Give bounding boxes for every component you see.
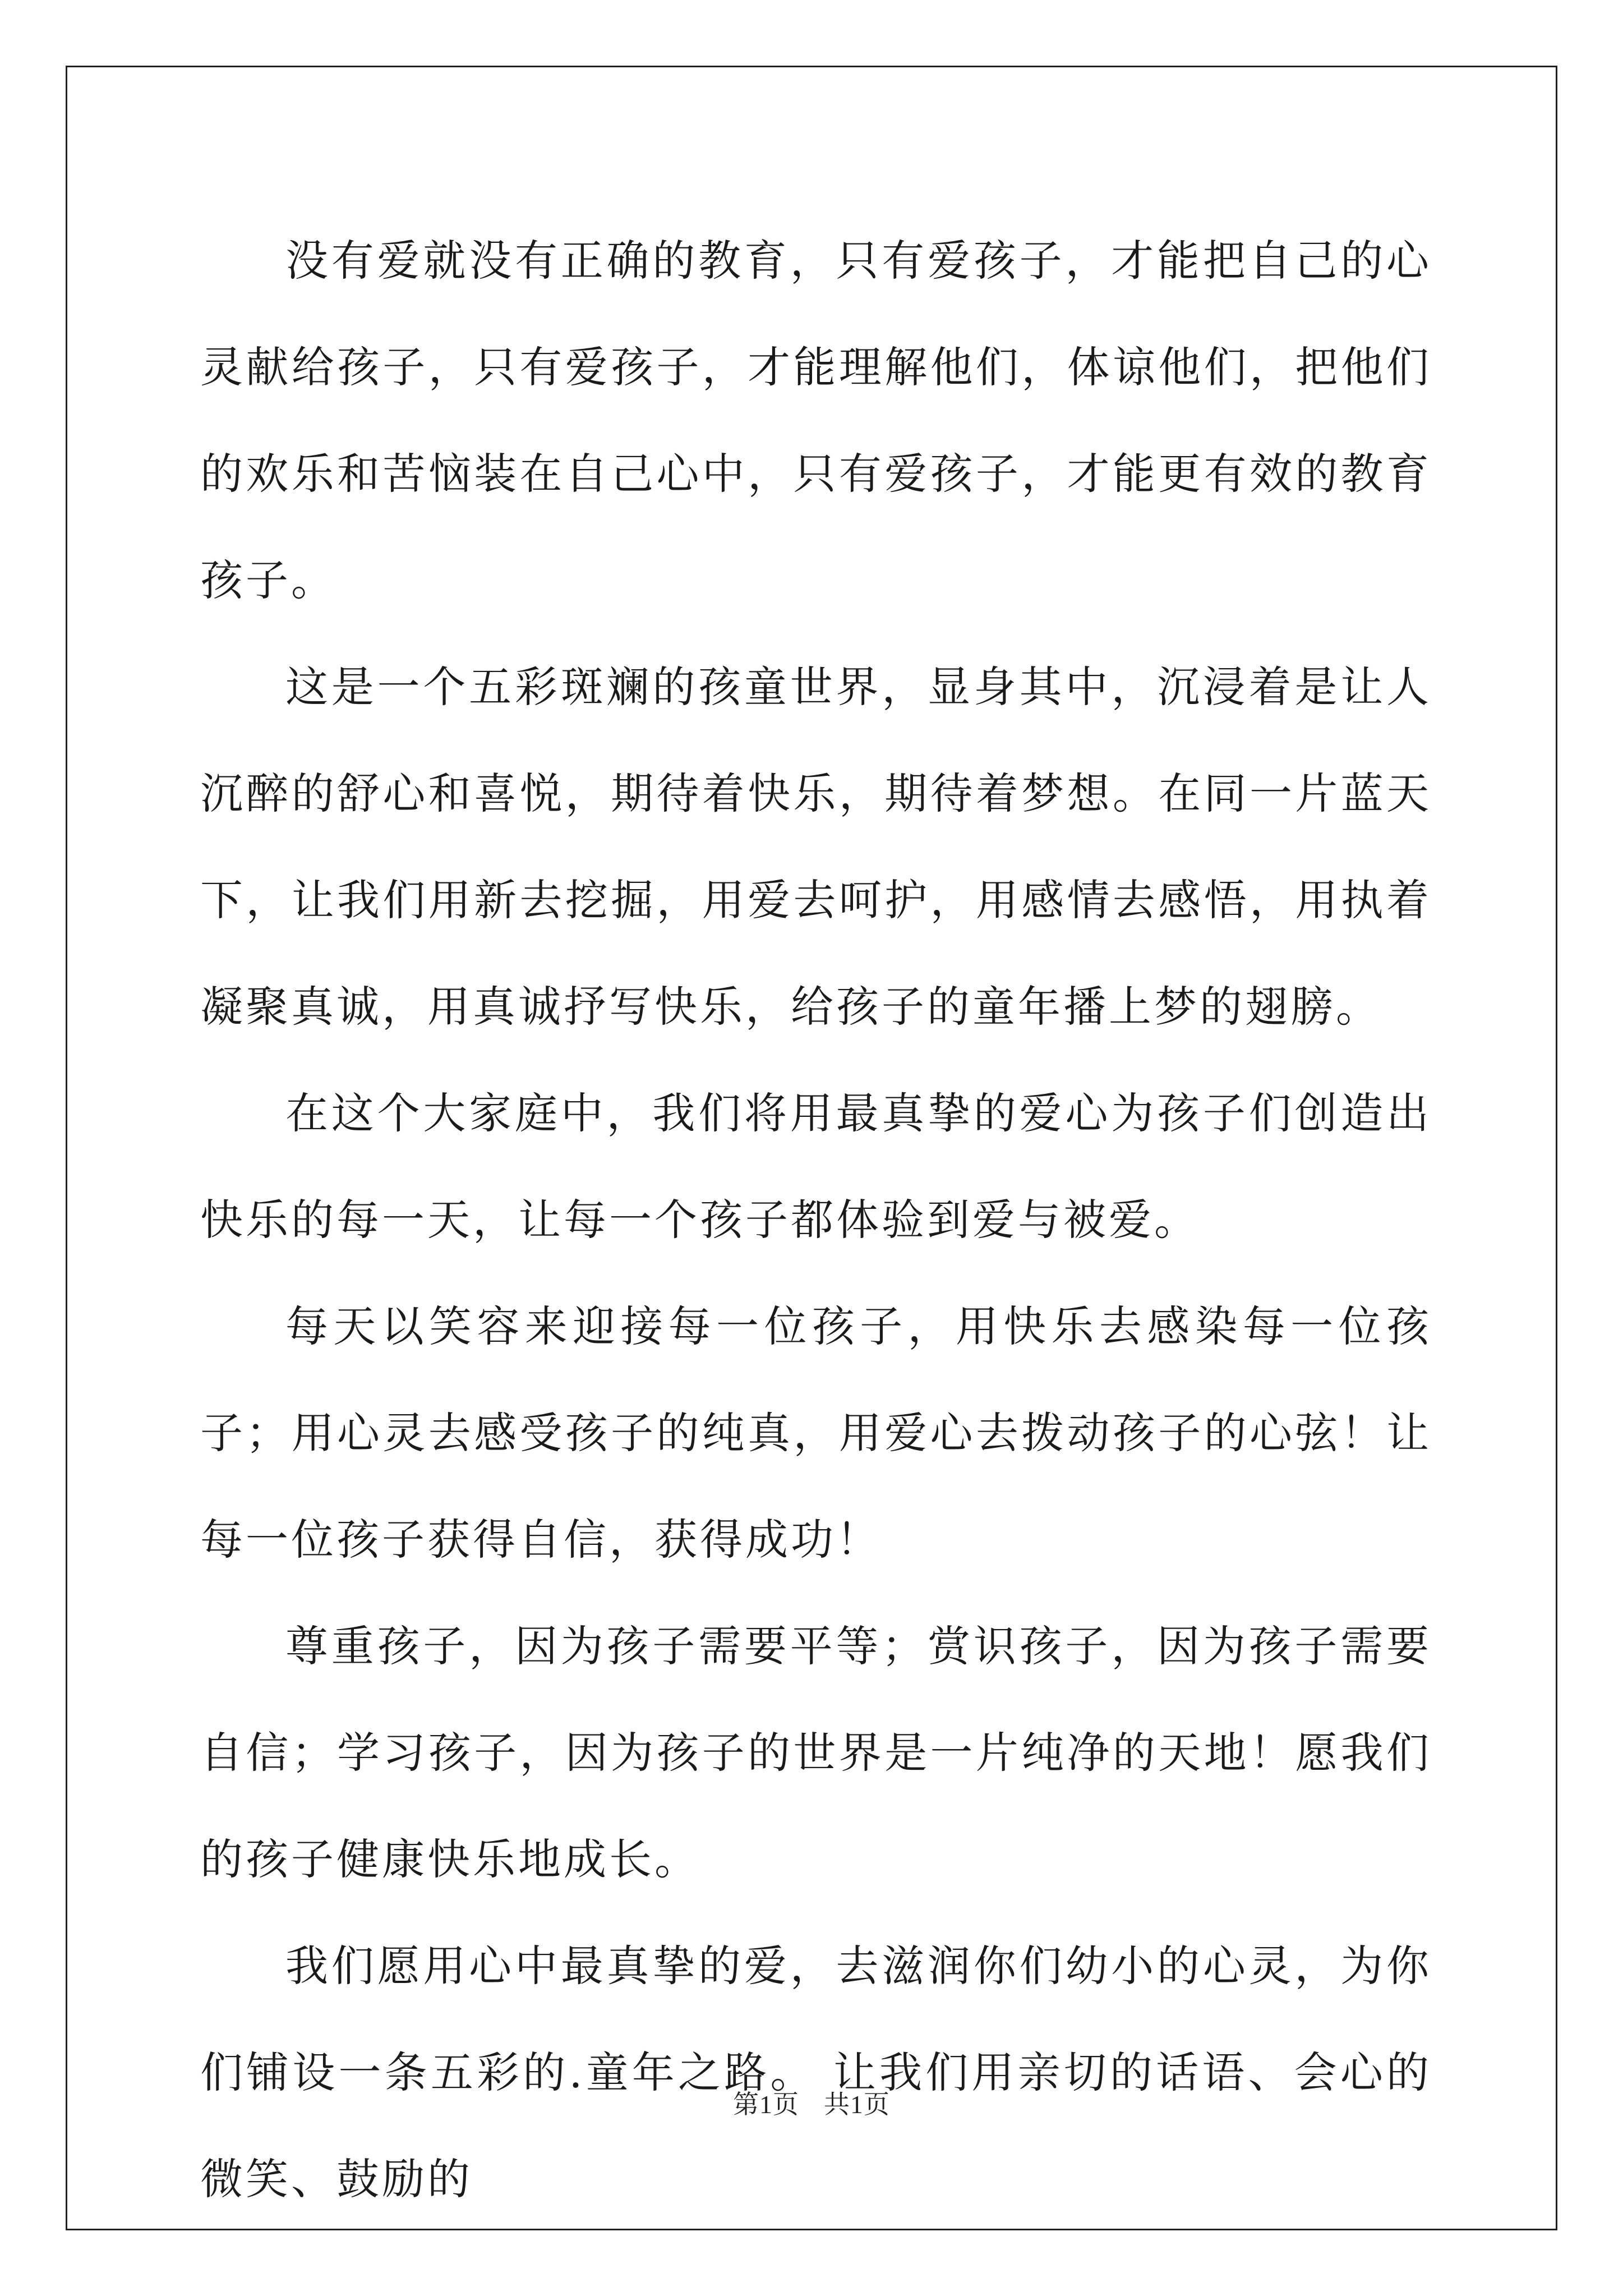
- document-body: [200, 208, 1432, 2233]
- paragraph: 我们愿用心中最真挚的爱，去滋润你们幼小的心灵，为你们铺设一条五彩的.童年之路。 让我们用亲切的话语、会心的微笑、鼓励的: [200, 1941, 1432, 2204]
- paragraph: 这是一个五彩斑斓的孩童世界，显身其中，沉浸着是让人沉醉的舒心和喜悦，期待着快乐，期待着梦想。在同一片蓝天下，让我们用新去挖掘，用爱去呵护，用感情去感悟，用执着凝聚真诚，用真诚抒写快乐，给孩子的童年播上梦的翅膀。: [200, 662, 1432, 1032]
- page-number-current: 第1页: [733, 2090, 799, 2119]
- paragraph: 尊重孩子，因为孩子需要平等；赏识孩子，因为孩子需要自信；学习孩子，因为孩子的世界是一片纯净的天地！愿我们的孩子健康快乐地成长。: [200, 1621, 1432, 1884]
- page-number-total: 共1页: [824, 2090, 890, 2119]
- paragraph: 在这个大家庭中，我们将用最真挚的爱心为孩子们创造出快乐的每一天，让每一个孩子都体验到爱与被爱。: [200, 1088, 1432, 1245]
- paragraph: 没有爱就没有正确的教育，只有爱孩子，才能把自己的心灵献给孩子，只有爱孩子，才能理解他们，体谅他们，把他们的欢乐和苦恼装在自己心中，只有爱孩子，才能更有效的教育孩子。: [200, 236, 1432, 605]
- page-footer: [0, 2088, 1623, 2122]
- paragraph: 每天以笑容来迎接每一位孩子，用快乐去感染每一位孩子；用心灵去感受孩子的纯真，用爱心去拨动孩子的心弦！让每一位孩子获得自信，获得成功！: [200, 1301, 1432, 1565]
